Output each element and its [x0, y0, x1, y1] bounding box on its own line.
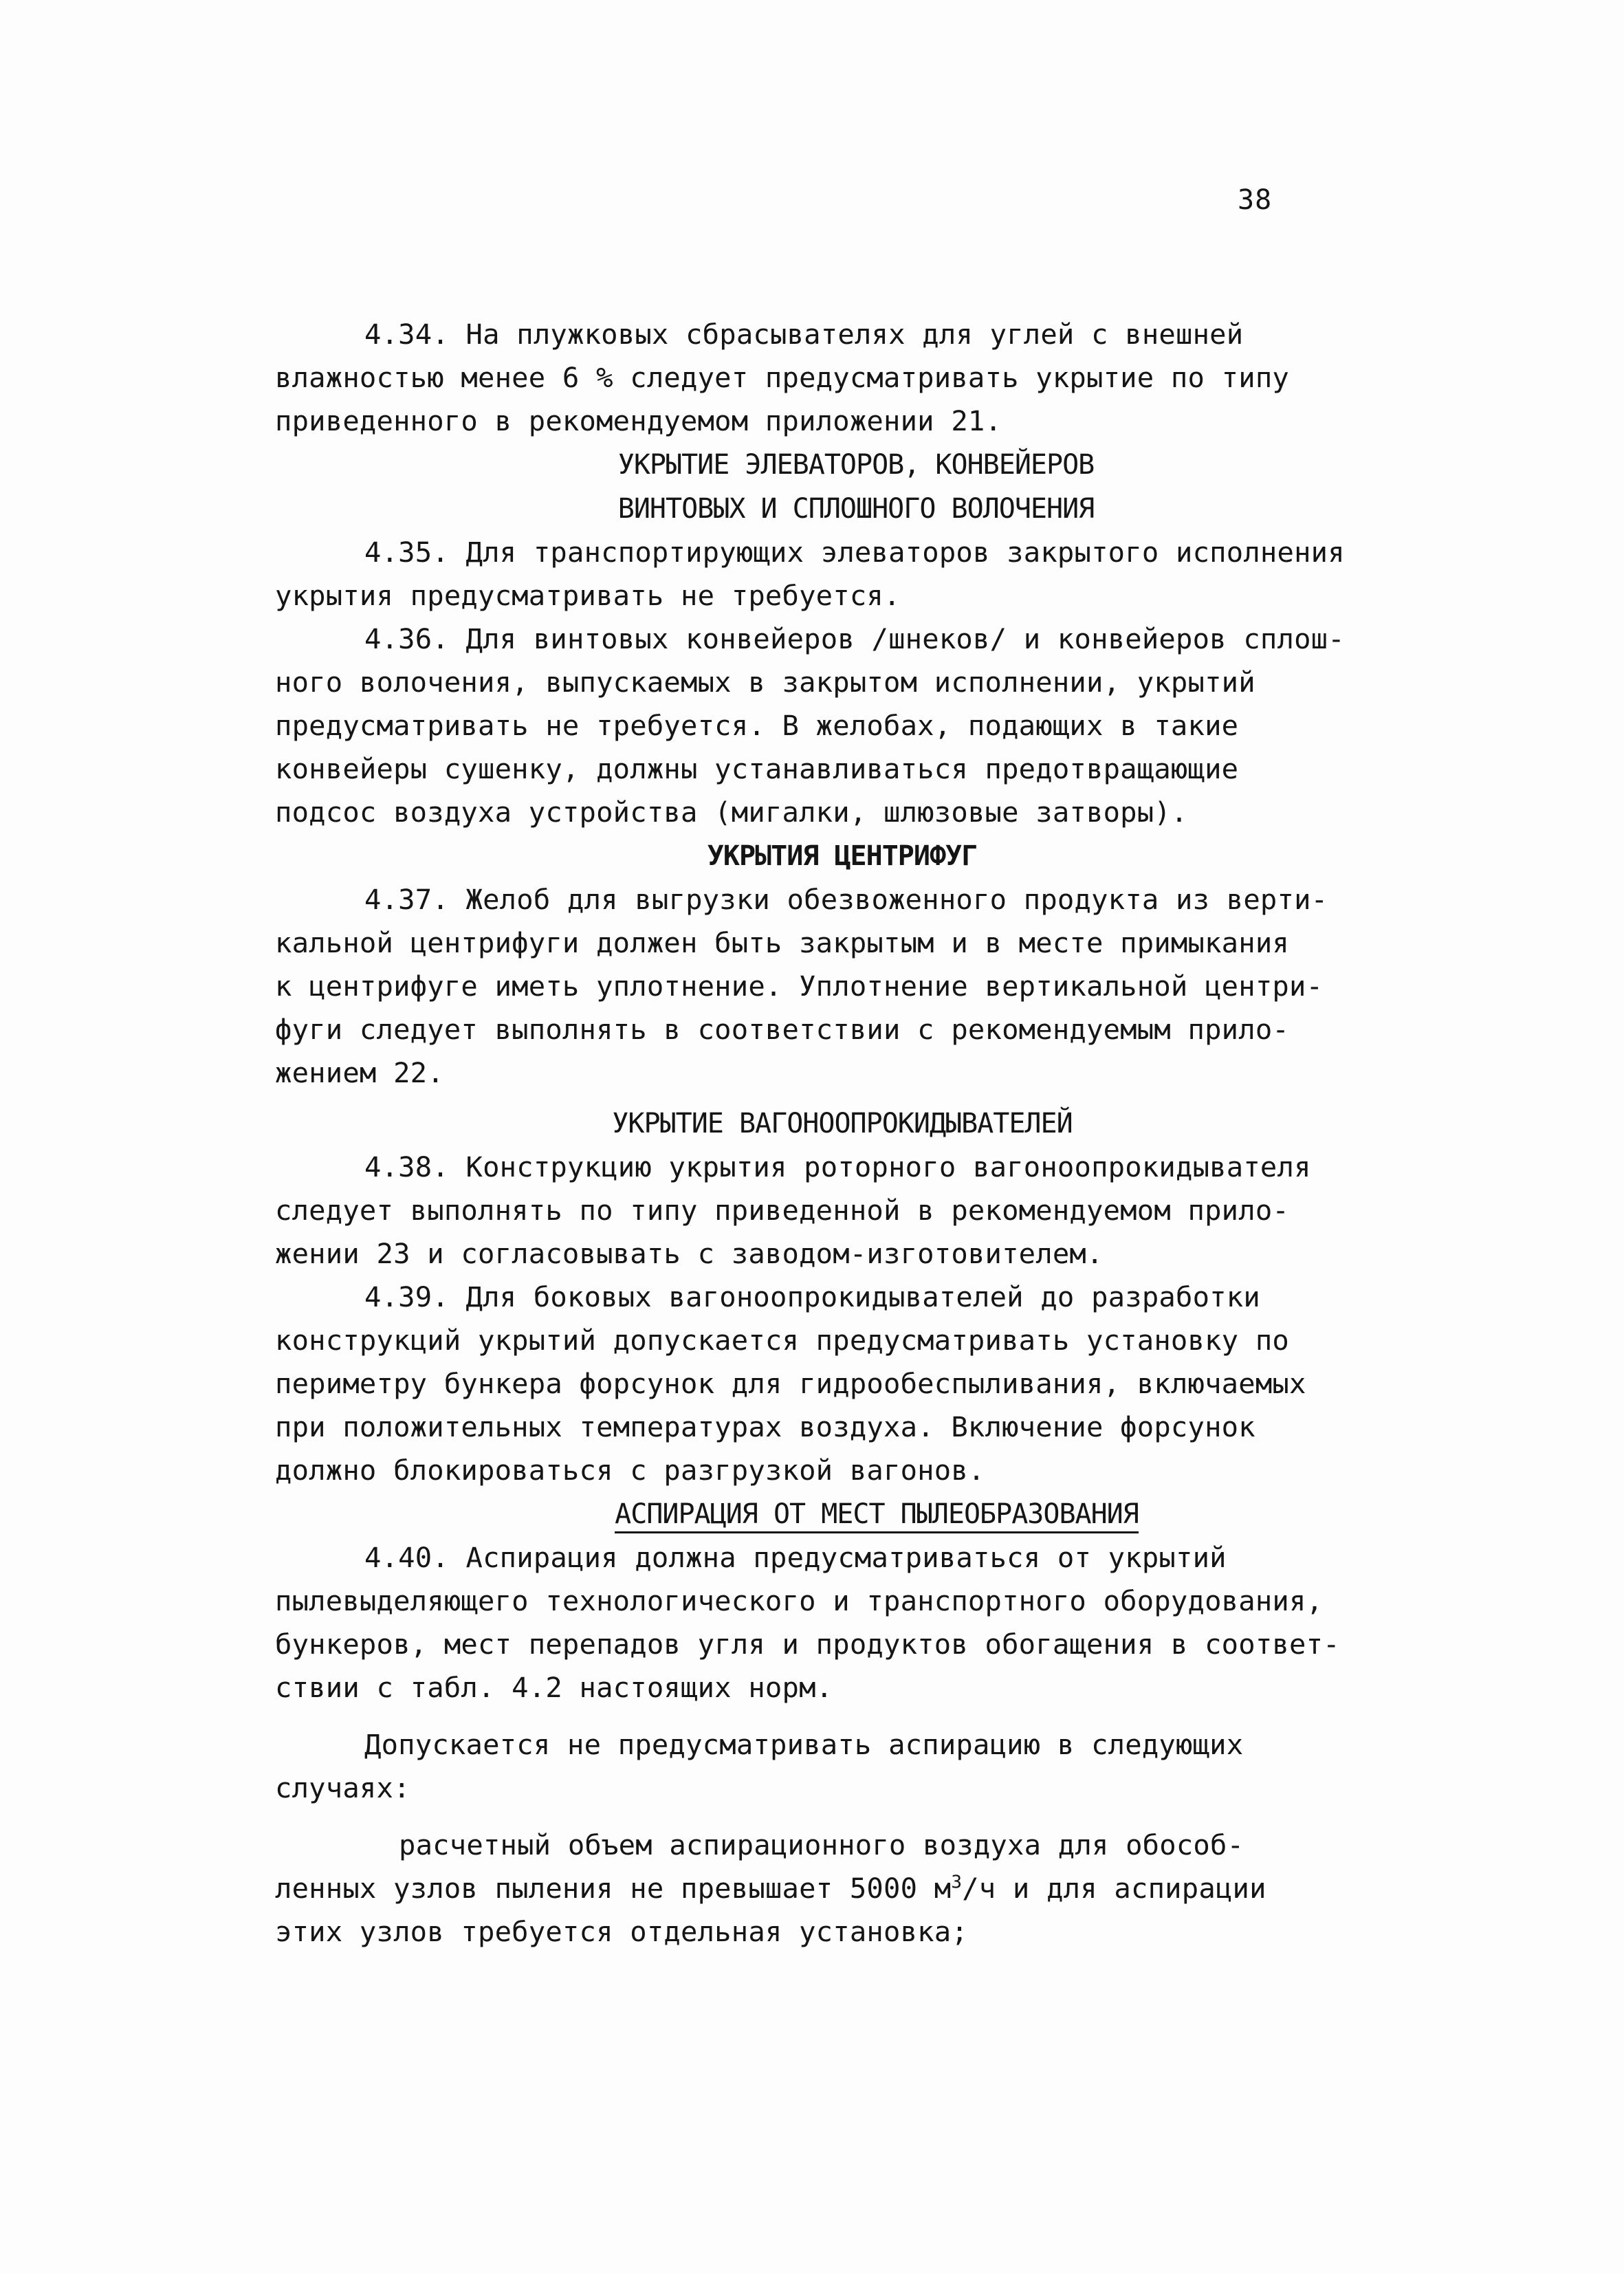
text-line: 4.37. Желоб для выгрузки обезвоженного продукта из верти- — [364, 883, 1328, 916]
superscript-cubed: 3 — [951, 1872, 963, 1893]
text-line: приведенного в рекомендуемом приложении 21. — [275, 404, 1002, 437]
paragraph-4-34 — [275, 313, 1409, 443]
paragraph-4-35 — [275, 531, 1409, 617]
section-heading-elevators: УКРЫТИЕ ЭЛЕВАТОРОВ, КОНВЕЙЕРОВ — [617, 449, 1095, 481]
paragraph-case-1 — [275, 1824, 1409, 1954]
text-line: влажностью менее 6 % следует предусматривать укрытие по типу — [275, 361, 1289, 394]
text-line: 4.34. На плужковых сбрасывателях для углей с внешней — [364, 318, 1244, 351]
text-line: 4.38. Конструкцию укрытия роторного вагоноопрокидывателя — [364, 1150, 1311, 1183]
text-line: конвейеры сушенку, должны устанавливаться предотвращающие — [275, 752, 1239, 785]
text-line: бункеров, мест перепадов угля и продуктов обогащения в соответ- — [275, 1628, 1340, 1661]
paragraph-4-40 — [275, 1536, 1409, 1709]
paragraph-4-36 — [275, 617, 1409, 834]
section-heading-aspiration — [275, 1492, 1409, 1536]
text-fragment: /ч и для аспирации — [962, 1872, 1266, 1905]
text-line: укрытия предусматривать не требуется. — [275, 579, 901, 612]
text-line: должно блокироваться с разгрузкой вагонов. — [275, 1454, 985, 1487]
text-line: предусматривать не требуется. В желобах, подающих в такие — [275, 709, 1239, 742]
text-line-with-superscript — [275, 1867, 1409, 1910]
text-line: пылевыделяющего технологического и транспортного оборудования, — [275, 1584, 1324, 1617]
paragraph-4-39 — [275, 1276, 1409, 1492]
section-heading-tipplers: УКРЫТИЕ ВАГОНООПРОКИДЫВАТЕЛЕЙ — [612, 1108, 1073, 1139]
section-heading-aspiration-text: АСПИРАЦИЯ ОТ МЕСТ ПЫЛЕОБРАЗОВАНИЯ — [615, 1498, 1139, 1533]
document-body — [275, 313, 1409, 1954]
page-number: 38 — [1238, 184, 1273, 216]
text-line: расчетный объем аспирационного воздуха для обособ- — [399, 1828, 1244, 1861]
text-line: следует выполнять по типу приведенной в рекомендуемом прило- — [275, 1194, 1289, 1227]
paragraph-4-37 — [275, 878, 1409, 1095]
text-line: этих узлов требуется отдельная установка; — [275, 1915, 968, 1948]
text-line: 4.40. Аспирация должна предусматриваться от укрытий — [364, 1541, 1227, 1574]
text-line: ного волочения, выпускаемых в закрытом исполнении, укрытий — [275, 666, 1255, 699]
text-fragment: ленных узлов пыления не превышает 5000 м — [275, 1872, 952, 1905]
section-heading-centrifuges: УКРЫТИЯ ЦЕНТРИФУГ — [707, 840, 978, 872]
paragraph-allowed-cases — [275, 1723, 1409, 1810]
text-line: периметру бункера форсунок для гидрообеспыливания, включаемых — [275, 1367, 1306, 1400]
text-line: ствии с табл. 4.2 настоящих норм. — [275, 1671, 833, 1704]
text-line: кальной центрифуги должен быть закрытым и в месте примыкания — [275, 926, 1289, 959]
text-line: Допускается не предусматривать аспирацию в следующих — [364, 1728, 1244, 1761]
section-heading-elevators-cont: ВИНТОВЫХ И СПЛОШНОГО ВОЛОЧЕНИЯ — [617, 493, 1095, 525]
text-line: 4.36. Для винтовых конвейеров /шнеков/ и конвейеров сплош- — [364, 622, 1345, 655]
text-line: конструкций укрытий допускается предусматривать установку по — [275, 1324, 1289, 1357]
text-line: жении 23 и согласовывать с заводом-изготовителем. — [275, 1237, 1104, 1270]
text-line: к центрифуге иметь уплотнение. Уплотнение вертикальной центри- — [275, 970, 1324, 1003]
text-line: 4.35. Для транспортирующих элеваторов закрытого исполнения — [364, 536, 1345, 569]
paragraph-4-38 — [275, 1146, 1409, 1276]
text-line: жением 22. — [275, 1056, 444, 1089]
text-line: фуги следует выполнять в соответствии с рекомендуемым прило- — [275, 1013, 1289, 1046]
text-line: случаях: — [275, 1771, 410, 1804]
text-line: при положительных температурах воздуха. Включение форсунок — [275, 1410, 1255, 1443]
text-line: 4.39. Для боковых вагоноопрокидывателей до разработки — [364, 1280, 1260, 1313]
text-line: подсос воздуха устройства (мигалки, шлюзовые затворы). — [275, 796, 1188, 829]
